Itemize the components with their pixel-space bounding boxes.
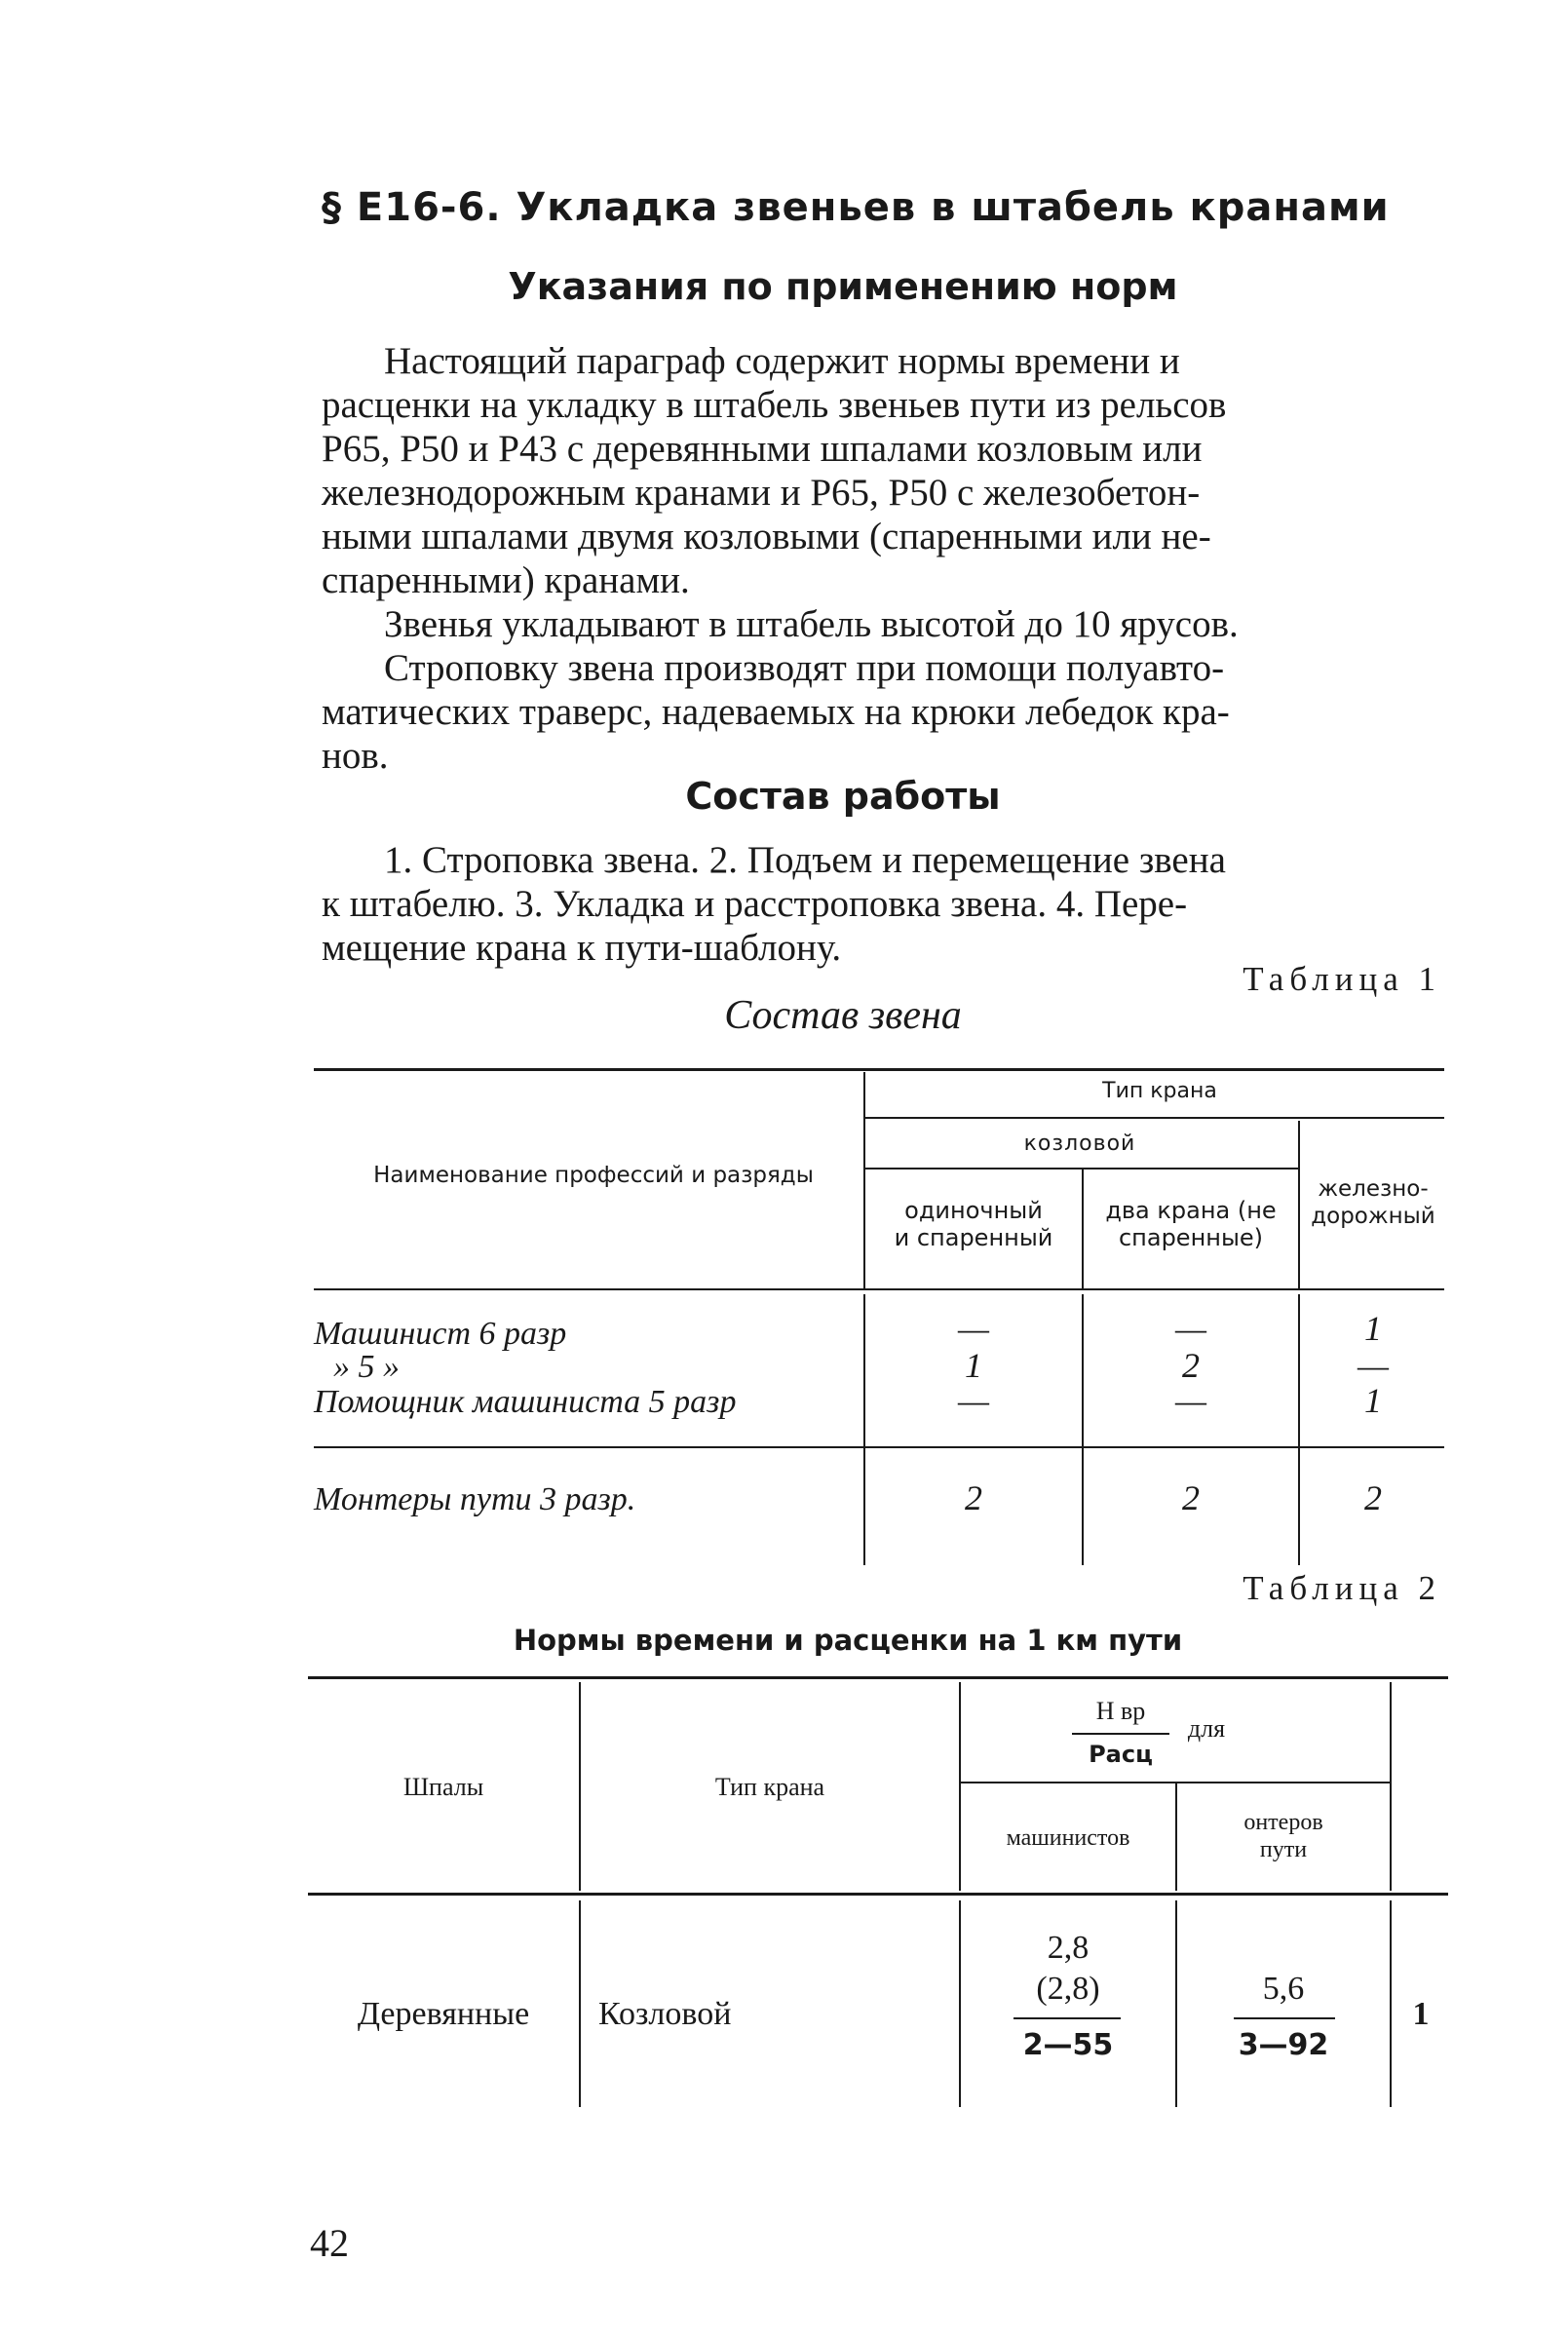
intro-line: Настоящий параграф содержит нормы времени и bbox=[384, 340, 1180, 382]
composition-text bbox=[322, 838, 1442, 970]
table2-norm-suffix: для bbox=[1187, 1714, 1226, 1743]
table2-trackmen-header bbox=[1177, 1809, 1390, 1863]
composition-heading: Состав работы bbox=[685, 775, 1001, 818]
table1-vrule bbox=[863, 1072, 865, 1288]
table1-cell: — bbox=[1357, 1346, 1389, 1385]
table2-operators-header: машинистов bbox=[1006, 1825, 1130, 1851]
table2-title: Нормы времени и расценки на 1 км пути bbox=[513, 1624, 1183, 1657]
table2-vrule bbox=[579, 1900, 581, 2107]
table2-vrule bbox=[1390, 1682, 1392, 1891]
table2-norm-fraction-line bbox=[1072, 1733, 1169, 1735]
table1-cell: 2 bbox=[1364, 1478, 1382, 1517]
table2-trackmen-rate: 3—92 bbox=[1238, 2028, 1329, 2062]
table2-sleepers-cell: Деревянные bbox=[357, 1996, 530, 2032]
table2-crane-cell: Козловой bbox=[598, 1996, 732, 2032]
table2-operators-fraction-line bbox=[1013, 2017, 1121, 2019]
table1-cell: 2 bbox=[1182, 1478, 1200, 1517]
table2-trackmen-fraction-line bbox=[1234, 2017, 1335, 2019]
table1-row-label: Машинист 6 разр bbox=[314, 1316, 567, 1352]
table1-cell: 1 bbox=[1364, 1309, 1382, 1348]
table1-two-header-line: два крана (не bbox=[1105, 1197, 1277, 1224]
table1-top-rule bbox=[314, 1068, 1444, 1071]
table2-norm-bottom: Расц bbox=[1089, 1741, 1153, 1768]
table1-two-header bbox=[1084, 1197, 1298, 1251]
table1-header-rule bbox=[314, 1288, 1444, 1290]
page-number: 42 bbox=[310, 2221, 349, 2265]
table1-single-header bbox=[865, 1197, 1082, 1251]
intro-line: железнодорожным кранами и Р65, Р50 с железобетон- bbox=[322, 472, 1201, 514]
intro-text bbox=[322, 339, 1442, 778]
intro-line: Р65, Р50 и Р43 с деревянными шпалами козловым или bbox=[322, 428, 1203, 470]
composition-line: мещение крана к пути-шаблону. bbox=[322, 927, 842, 969]
table1-cell: 1 bbox=[965, 1346, 982, 1385]
table1-gantry-header: козловой bbox=[1023, 1131, 1136, 1156]
table2-crane-header: Тип крана bbox=[714, 1773, 825, 1801]
table2-trackmen-value: 5,6 bbox=[1262, 1971, 1305, 2007]
section-title: § Е16-6. Укладка звеньев в штабель кранами bbox=[322, 185, 1390, 230]
table2-header-rule bbox=[308, 1893, 1448, 1896]
table1-cell: — bbox=[1174, 1309, 1206, 1348]
intro-line: ными шпалами двумя козловыми (спаренными или не- bbox=[322, 516, 1211, 557]
subtitle: Указания по применению норм bbox=[508, 265, 1178, 308]
table1-rule bbox=[865, 1117, 1444, 1119]
table1-crane-type-header: Тип крана bbox=[1102, 1079, 1217, 1103]
table2-top-rule bbox=[308, 1676, 1448, 1679]
composition-line: 1. Строповка звена. 2. Подъем и перемещение звена bbox=[384, 839, 1226, 881]
intro-line: расценки на укладку в штабель звеньев пути из рельсов bbox=[322, 384, 1227, 426]
table1-rail-header bbox=[1300, 1175, 1446, 1230]
table1-row-label: » 5 » bbox=[333, 1349, 400, 1385]
table1-row-label: Помощник машиниста 5 разр bbox=[314, 1384, 737, 1420]
tiers-line: Звенья укладывают в штабель высотой до 10 ярусов. bbox=[384, 603, 1239, 645]
table1-cell: — bbox=[1174, 1381, 1206, 1420]
table1-cell: 2 bbox=[965, 1478, 982, 1517]
table2-index-cell: 1 bbox=[1412, 1996, 1430, 2032]
table1-profession-header: Наименование профессий и разряды bbox=[373, 1163, 814, 1188]
table1-single-header-line: одиночный bbox=[904, 1197, 1043, 1224]
table2-caption: Таблица 2 bbox=[1243, 1569, 1441, 1607]
table1-cell: — bbox=[957, 1309, 989, 1348]
table1-cell: 2 bbox=[1182, 1346, 1200, 1385]
table1-cell: — bbox=[957, 1381, 989, 1420]
table1-cell: 1 bbox=[1364, 1381, 1382, 1420]
table2-operators-value: 2,8 bbox=[1047, 1930, 1090, 1966]
table2-operators-rate: 2—55 bbox=[1022, 2028, 1114, 2062]
table2-trackmen-header-line: онтеров bbox=[1243, 1810, 1323, 1835]
table2-vrule bbox=[959, 1682, 961, 1891]
table1-two-header-line: спаренные) bbox=[1118, 1224, 1264, 1251]
table1-caption: Таблица 1 bbox=[1243, 960, 1441, 998]
table2-sleepers-header: Шпалы bbox=[402, 1773, 484, 1801]
table2-operators-value: (2,8) bbox=[1036, 1971, 1100, 2007]
slinging-line: Строповку звена производят при помощи полуавто- bbox=[384, 647, 1225, 689]
table2-trackmen-header-line: пути bbox=[1259, 1837, 1308, 1862]
slinging-line: нов. bbox=[322, 735, 389, 777]
table1-rail-header-line: дорожный bbox=[1311, 1204, 1435, 1229]
table1-row-rule bbox=[314, 1446, 1444, 1448]
table2-norm-top: Н вр bbox=[1095, 1697, 1146, 1725]
composition-line: к штабелю. 3. Укладка и расстроповка звена. 4. Пере- bbox=[322, 883, 1188, 925]
table1-row-label: Монтеры пути 3 разр. bbox=[314, 1481, 636, 1517]
table1-rail-header-line: железно- bbox=[1318, 1176, 1429, 1202]
table1-title: Состав звена bbox=[724, 993, 962, 1038]
slinging-line: матических траверс, надеваемых на крюки лебедок кра- bbox=[322, 691, 1230, 733]
table1-single-header-line: и спаренный bbox=[894, 1224, 1053, 1251]
intro-line: спаренными) кранами. bbox=[322, 559, 690, 601]
